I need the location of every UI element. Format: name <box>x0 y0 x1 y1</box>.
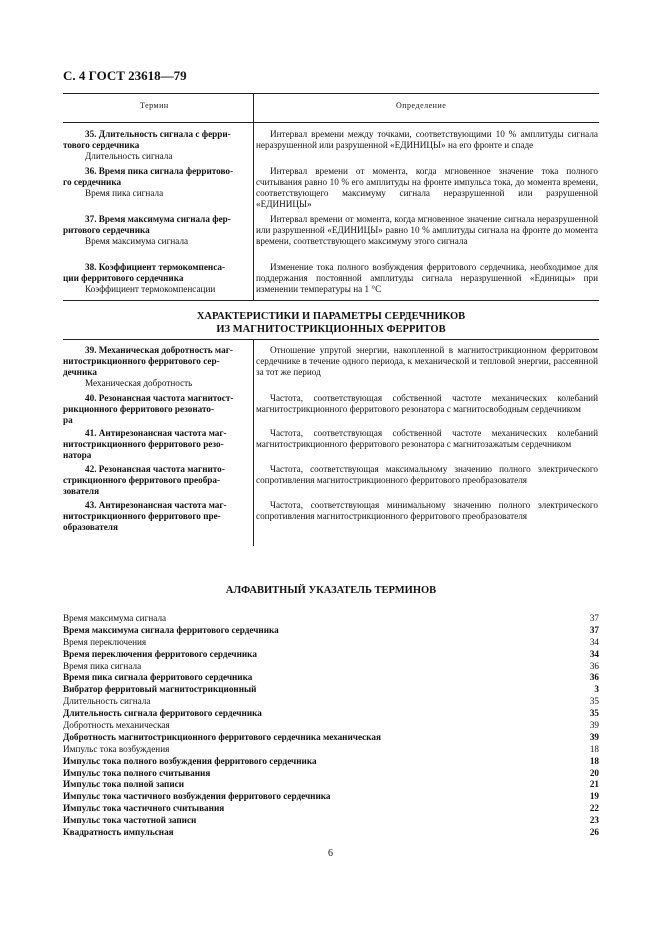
index-entry <box>63 672 599 684</box>
index-entry-term: Импульс тока полного считывания <box>63 767 211 778</box>
term-41-line1: 41. Антирезонансная частота маг- <box>85 428 227 438</box>
term-38 <box>63 262 251 295</box>
index-entry-term: Вибратор ферритовый магнитострикционный <box>63 684 257 695</box>
index-entry-term: Квадратность импульсная <box>63 827 174 838</box>
index-entry-page: 35 <box>589 696 599 707</box>
index-entry-page: 34 <box>589 648 599 659</box>
term-35-line1: 35. Длительность сигнала с ферри- <box>85 129 231 139</box>
index-entry <box>63 815 599 827</box>
index-entry-term: Импульс тока частотной записи <box>63 815 197 826</box>
section-title-line1: ХАРАКТЕРИСТИКИ И ПАРАМЕТРЫ СЕРДЕЧНИКОВ <box>196 311 466 322</box>
term-38-line1: 38. Коэффициент термокомпенса- <box>85 262 226 272</box>
term-39-line2: нитострикционного ферритового сер- <box>63 356 220 366</box>
index-entry <box>63 779 599 791</box>
definition-37: Интервал времени от момента, когда мгновенное значение сигнала неразрушенной или разрушенной «ЕДИНИЦЫ» равно 10 % амплитуды сигнала на фронте до момента времени, соответствующего максимуму этого сигнала <box>256 214 598 246</box>
index-entry-page: 21 <box>589 779 599 790</box>
term-41 <box>63 428 251 461</box>
definition-40: Частота, соответствующая собственной частоте механических колебаний магнитострикционного ферритового резонатора с магнитосвободным сердечником <box>256 393 598 414</box>
table-top-rule-2 <box>63 339 599 340</box>
index-entry <box>63 827 599 839</box>
index-entry <box>63 768 599 780</box>
index-entry-term: Импульс тока частичного считывания <box>63 803 225 814</box>
index-entry <box>63 720 599 732</box>
index-entry <box>63 732 599 744</box>
term-38-line2: ции ферритового сердечника <box>63 273 184 283</box>
term-35 <box>63 129 251 162</box>
index-entry-page: 37 <box>589 613 599 623</box>
term-35-short: Длительность сигнала <box>85 151 173 161</box>
term-37 <box>63 214 251 247</box>
index-entry-term: Время пика сигнала <box>63 660 142 671</box>
page-number: 6 <box>328 848 333 859</box>
index-entry <box>63 625 599 637</box>
index-entry-page: 18 <box>589 743 599 754</box>
term-42-line1: 42. Резонансная частота магнито- <box>85 464 225 474</box>
index-entry <box>63 684 599 696</box>
index-entry-term: Добротность механическая <box>63 720 170 731</box>
index-entry-page: 39 <box>589 731 599 742</box>
definition-42: Частота, соответствующая максимальному значению полного электрического сопротивления магнитострикционного ферритового преобразователя <box>256 464 598 485</box>
index-entry <box>63 696 599 708</box>
term-42-line2: стрикционного ферритового преобра- <box>63 475 221 485</box>
index-entry-page: 19 <box>589 791 599 802</box>
term-36-line1: 36. Время пика сигнала ферритово- <box>85 166 234 176</box>
term-36-short: Время пика сигнала <box>85 188 164 198</box>
term-43-line2: нитострикционного ферритового пре- <box>63 511 221 521</box>
index-entry-page: 3 <box>594 684 599 695</box>
term-37-short: Время максимума сигнала <box>85 236 189 246</box>
index-entry-page: 35 <box>589 708 599 719</box>
definition-41: Частота, соответствующая собственной частоте механических колебаний магнитострикционного ферритового резонатора с магнитозажатым сердечником <box>256 428 598 449</box>
index-entry-term: Время максимума сигнала ферритового сердечника <box>63 624 279 635</box>
index-entry-page: 26 <box>589 827 599 838</box>
section-title <box>63 310 599 336</box>
index-entry <box>63 708 599 720</box>
term-42 <box>63 464 251 497</box>
index-entry-page: 39 <box>589 720 599 731</box>
page-header: С. 4 ГОСТ 23618—79 <box>63 68 187 83</box>
index-entry <box>63 791 599 803</box>
index-entry <box>63 637 599 649</box>
index-entry-term: Импульс тока полной записи <box>63 779 185 790</box>
term-40-line1: 40. Резонансная частота магнитост- <box>85 393 234 403</box>
index-list <box>63 613 599 839</box>
index-entry-term: Длительность сигнала ферритового сердечника <box>63 708 262 719</box>
term-43 <box>63 500 251 533</box>
definition-35: Интервал времени между точками, соответствующими 10 % амплитуды сигнала неразрушенной или разрушенной «ЕДИНИЦЫ» на его фронте и спаде <box>256 129 598 150</box>
table-top-rule <box>63 93 599 94</box>
definition-38: Изменение тока полного возбуждения ферритового сердечника, необходимое для поддержания постоянной амплитуды сигнала неразрушенной «Единицы» при изменении температуры на 1 °С <box>256 262 598 294</box>
term-41-line3: натора <box>63 450 92 460</box>
term-38-short: Коэффициент термокомпенсации <box>85 284 216 294</box>
term-39-short: Механическая добротность <box>85 378 193 388</box>
column-divider-2 <box>253 339 254 546</box>
index-entry-term: Время пика сигнала ферритового сердечника <box>63 672 253 683</box>
index-title: АЛФАВИТНЫЙ УКАЗАТЕЛЬ ТЕРМИНОВ <box>225 585 437 596</box>
term-43-line3: образователя <box>63 522 118 532</box>
term-39-line1: 39. Механическая добротность маг- <box>85 345 233 355</box>
index-entry-term: Импульс тока возбуждения <box>63 743 170 754</box>
definition-43: Частота, соответствующая минимальному значению полного электрического сопротивления магнитострикционного ферритового преобразователя <box>256 500 598 521</box>
term-43-line1: 43. Антирезонансная частота маг- <box>85 500 227 510</box>
table-head-rule <box>63 122 599 123</box>
index-entry <box>63 756 599 768</box>
index-entry <box>63 649 599 661</box>
index-entry-page: 37 <box>589 624 599 635</box>
index-entry <box>63 803 599 815</box>
index-entry-term: Импульс тока частичного возбуждения ферритового сердечника <box>63 791 331 802</box>
term-35-line2: тового сердечника <box>63 140 140 150</box>
term-39 <box>63 345 251 389</box>
term-41-line2: нитострикционного ферритового резо- <box>63 439 224 449</box>
definition-39: Отношение упругой энергии, накопленной в магнитострикционном ферритовом сердечнике в течение одного периода, к механической и тепловой энергии, рассеянной за тот же период <box>256 345 598 377</box>
section-title-line2: ИЗ МАГНИТОСТРИКЦИОННЫХ ФЕРРИТОВ <box>216 324 446 335</box>
index-entry <box>63 744 599 756</box>
index-entry-term: Время переключения <box>63 636 147 647</box>
index-entry-page: 18 <box>589 755 599 766</box>
column-header-definition: Определение <box>396 101 447 110</box>
term-37-line2: ритового сердечника <box>63 225 150 235</box>
column-divider-1 <box>253 93 254 300</box>
index-entry-page: 22 <box>589 803 599 814</box>
definition-36: Интервал времени от момента, когда мгновенное значение тока полного считывания равно 10 % его амплитуды на фронте импульса тока, до момента времени, соответствующего максимуму сигнала неразрушенной или разрушенной «ЕДИНИЦЫ» <box>256 166 598 209</box>
term-37-line1: 37. Время максимума сигнала фер- <box>85 214 231 224</box>
index-entry-term: Добротность магнитострикционного ферритового сердечника механическая <box>63 731 381 742</box>
index-entry-term: Импульс тока полного возбуждения ферритового сердечника <box>63 755 317 766</box>
term-40 <box>63 393 251 426</box>
index-entry-page: 23 <box>589 815 599 826</box>
index-entry-page: 34 <box>589 636 599 647</box>
index-entry-page: 36 <box>589 672 599 683</box>
column-header-term: Термин <box>140 101 169 110</box>
term-42-line3: зователя <box>63 486 100 496</box>
term-40-line2: рикционного ферритового резонато- <box>63 404 215 414</box>
index-entry-page: 36 <box>589 660 599 671</box>
index-entry-term: Время максимума сигнала <box>63 613 167 623</box>
term-36-line2: го сердечника <box>63 177 122 187</box>
table-bottom-rule-1 <box>63 300 599 301</box>
index-entry-term: Длительность сигнала <box>63 696 151 707</box>
term-39-line3: дечника <box>63 367 98 377</box>
index-entry <box>63 661 599 673</box>
index-entry-page: 20 <box>589 767 599 778</box>
term-36 <box>63 166 251 199</box>
index-entry <box>63 613 599 625</box>
term-40-line3: ра <box>63 415 73 425</box>
index-entry-term: Время переключения ферритового сердечника <box>63 648 257 659</box>
